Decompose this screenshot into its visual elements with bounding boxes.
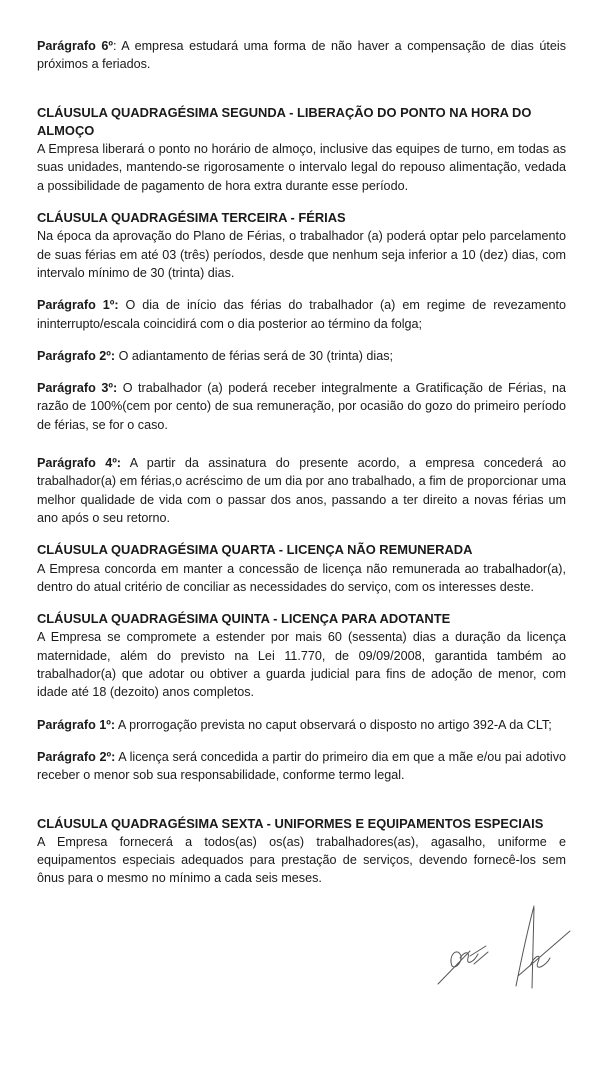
paragraph-6: [37, 37, 566, 74]
clause-45-paragraph-2: [37, 748, 566, 785]
handwritten-signatures: [430, 896, 580, 991]
paragraph-text: O dia de início das férias do trabalhador (a) em regime de revezamento ininterrupto/escala coincidirá com o dia posterior ao término da folga;: [37, 298, 566, 331]
paragraph-label: Parágrafo 1º:: [37, 298, 119, 313]
paragraph-label: Parágrafo 1º:: [37, 717, 116, 732]
clause-42-heading: CLÁUSULA QUADRAGÉSIMA SEGUNDA - LIBERAÇÃO DO PONTO NA HORA DO ALMOÇO: [37, 104, 532, 138]
clause-43-paragraph-4: [37, 454, 566, 527]
paragraph-label: Parágrafo 4º:: [37, 456, 121, 471]
paragraph-label: Parágrafo 6º: [37, 39, 113, 53]
clause-46-body: A Empresa fornecerá a todos(as) os(as) trabalhadores(as), agasalho, uniforme e equipamentos especiais adequados para prestação de serviços, devendo fornecê-los sem ônus para o mesmo no mínimo a cada seis meses.: [37, 834, 566, 886]
clause-46-heading: CLÁUSULA QUADRAGÉSIMA SEXTA - UNIFORMES E EQUIPAMENTOS ESPECIAIS: [37, 815, 544, 831]
paragraph-label: Parágrafo 2º:: [37, 749, 116, 764]
paragraph-text: A prorrogação prevista no caput observará o disposto no artigo 392-A da CLT;: [115, 717, 552, 732]
signature-initials-2: [516, 906, 570, 988]
clause-44-heading: CLÁUSULA QUADRAGÉSIMA QUARTA - LICENÇA NÃO REMUNERADA: [37, 542, 473, 558]
paragraph-label: Parágrafo 3º:: [37, 381, 118, 396]
paragraph-text: A licença será concedida a partir do primeiro dia em que a mãe e/ou pai adotivo receber o menor sob sua responsabilidade, conforme termo legal.: [37, 749, 566, 783]
paragraph-text: : A empresa estudará uma forma de não haver a compensação de dias úteis próximos a feriados.: [37, 39, 566, 72]
paragraph-text: A partir da assinatura do presente acordo, a empresa concederá ao trabalhador(a) em férias,o acréscimo de um dia por ano trabalhado, a fim de proporcionar uma melhor qualidade de vida com o passar dos anos, passando a ter direito a novas férias um ano após o seu retorno.: [37, 456, 567, 525]
clause-44-body: A Empresa concorda em manter a concessão de licença não remunerada ao trabalhador(a), dentro do atual critério de conciliar as necessidades do serviço, com os interesses deste.: [37, 561, 566, 594]
signature-initials-1: [438, 946, 488, 984]
clause-45-body: A Empresa se compromete a estender por mais 60 (sessenta) dias a duração da licença maternidade, além do previsto na Lei 11.770, de 09/09/2008, garantida também ao trabalhador(a) que adotar ou obtiver a guarda judicial para fins de adoção de menor, com idade até 18 (dezoito) anos completos.: [37, 630, 566, 700]
clause-45-paragraph-1: [37, 716, 566, 734]
clause-45-heading: CLÁUSULA QUADRAGÉSIMA QUINTA - LICENÇA PARA ADOTANTE: [37, 611, 451, 627]
clause-43-body: Na época da aprovação do Plano de Férias, o trabalhador (a) poderá optar pelo parcelamento de suas férias em até 03 (três) períodos, desde que nenhum seja inferior a 10 (dez) dias, com intervalo mínimo de 30 (trinta) dias.: [37, 229, 566, 280]
clause-43-heading: CLÁUSULA QUADRAGÉSIMA TERCEIRA - FÉRIAS: [37, 210, 346, 226]
clause-43-paragraph-2: [37, 347, 566, 365]
clause-43-paragraph-1: [37, 296, 566, 333]
clause-43-paragraph-3: [37, 379, 566, 434]
paragraph-label: Parágrafo 2º:: [37, 348, 116, 363]
paragraph-text: O trabalhador (a) poderá receber integralmente a Gratificação de Férias, na razão de 100%(cem por cento) de sua remuneração, por ocasião do gozo do primeiro período de férias, se for o caso.: [37, 381, 566, 432]
paragraph-text: O adiantamento de férias será de 30 (trinta) dias;: [115, 348, 394, 363]
clause-42-body: A Empresa liberará o ponto no horário de almoço, inclusive das equipes de turno, em todas as suas unidades, mantendo-se rigorosamente o intervalo legal do repouso alimentação, vedada a possibilidade de pagamento de hora extra durante esse período.: [37, 142, 566, 193]
